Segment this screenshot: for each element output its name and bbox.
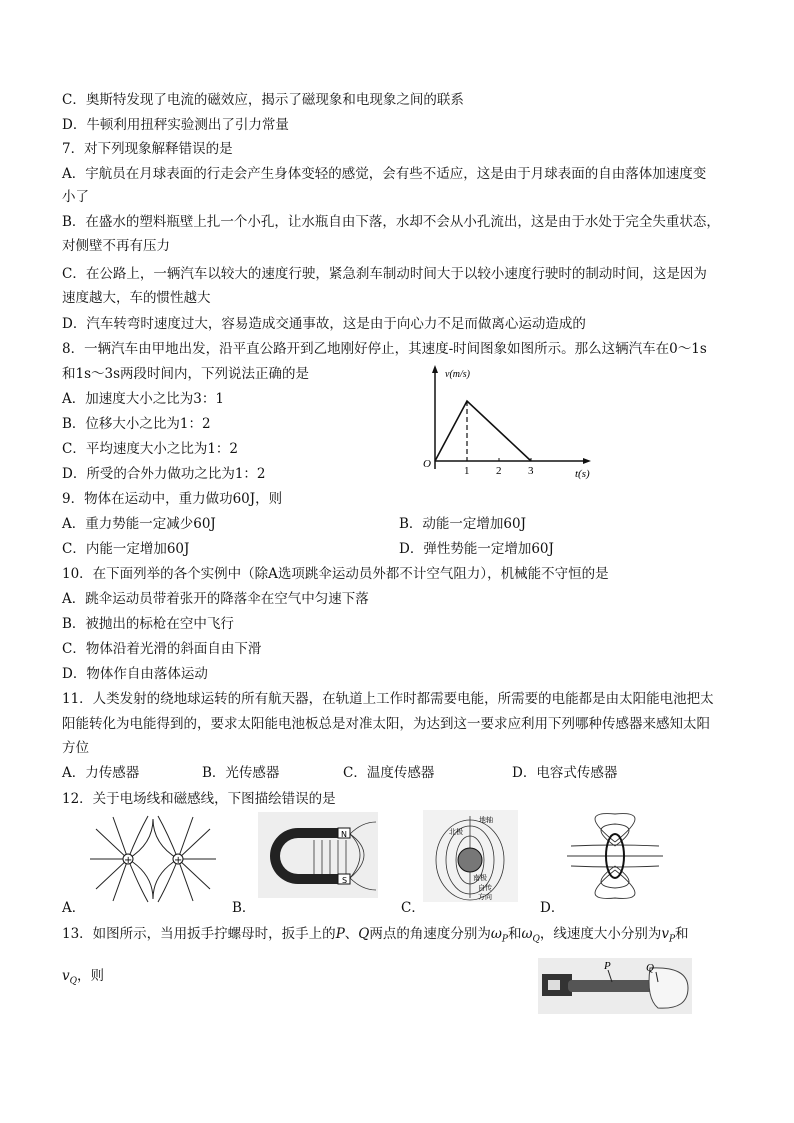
q13-point-p: P bbox=[335, 926, 345, 942]
earth-axis-label: 地轴 bbox=[479, 816, 493, 824]
q13-omega-p-sub: P bbox=[501, 934, 508, 945]
q13-and-2: 和 bbox=[675, 926, 689, 942]
q11-stem-line1: 11．人类发射的绕地球运转的所有航天器，在轨道上工作时都需要电能，所需要的电能都是由太阳能电池把太 bbox=[62, 691, 714, 707]
svg-text:+: + bbox=[174, 855, 183, 866]
q8-stem-line1: 8．一辆汽车由甲地出发，沿平直公路开到乙地刚好停止，其速度-时间图象如图所示。那么这辆汽车在0～1s bbox=[62, 341, 707, 357]
q13-omega-q-sub: Q bbox=[532, 934, 540, 945]
q13-separator: 、 bbox=[344, 926, 359, 942]
q8-option-c: C．平均速度大小之比为1：2 bbox=[62, 441, 239, 457]
vt-tick-label-2: 2 bbox=[496, 465, 502, 477]
earth-rotation-label-2: 方向 bbox=[478, 893, 492, 901]
fig-c-earth-magnetic-field bbox=[423, 810, 518, 902]
q13-stem-end: ，则 bbox=[77, 968, 105, 984]
vt-tick-label-3: 3 bbox=[528, 465, 534, 477]
q11-stem-line2: 阳能转化为电能得到的，要求太阳能电池板总是对准太阳，为达到这一要求应利用下列哪种传感器来感知太阳 bbox=[62, 716, 710, 732]
q10-option-b: B．被抛出的标枪在空中飞行 bbox=[62, 616, 234, 632]
vt-graph bbox=[415, 363, 595, 481]
q11-option-b: B．光传感器 bbox=[202, 765, 280, 781]
q10-option-c: C．物体沿着光滑的斜面自由下滑 bbox=[62, 641, 262, 657]
q9-option-d: D．弹性势能一定增加60J bbox=[399, 541, 554, 557]
q11-option-a: A．力传感器 bbox=[62, 765, 140, 781]
q7-option-c-line2: 速度越大，车的惯性越大 bbox=[62, 290, 211, 306]
q10-stem: 10．在下面列举的各个实例中（除A选项跳伞运动员外都不计空气阻力），机械能不守恒的是 bbox=[62, 566, 609, 582]
q7-option-b-line2: 对侧壁不再有压力 bbox=[62, 238, 170, 254]
q7-stem: 7．对下列现象解释错误的是 bbox=[62, 141, 233, 157]
q13-point-q: Q bbox=[358, 926, 370, 942]
q8-option-b: B．位移大小之比为1：2 bbox=[62, 416, 211, 432]
q6-option-c: C．奥斯特发现了电流的磁效应，揭示了磁现象和电现象之间的联系 bbox=[62, 92, 464, 108]
q9-option-b: B．动能一定增加60J bbox=[399, 516, 527, 532]
earth-north-label: 北极 bbox=[449, 828, 463, 836]
wrench-label-p: P bbox=[604, 960, 611, 972]
q8-option-a: A．加速度大小之比为3：1 bbox=[62, 391, 224, 407]
svg-text:+: + bbox=[124, 855, 133, 866]
q13-v-p: v bbox=[661, 926, 669, 942]
fig-d-current-loop-field bbox=[565, 812, 665, 900]
earth-rotation-label-1: 自传 bbox=[478, 884, 492, 892]
fig-c-label: C． bbox=[401, 900, 425, 916]
earth-south-label: 南极 bbox=[473, 874, 487, 882]
q9-option-a: A．重力势能一定减少60J bbox=[62, 516, 216, 532]
fig-a-label: A． bbox=[62, 900, 86, 916]
q13-v-q: v bbox=[62, 968, 70, 984]
q13-stem-mid: 两点的角速度分别为 bbox=[369, 926, 491, 942]
q8-stem-line2: 和1s～3s两段时间内，下列说法正确的是 bbox=[62, 366, 310, 382]
q7-option-a-line1: A．宇航员在月球表面的行走会产生身体变轻的感觉，会有些不适应，这是由于月球表面的自由落体加速度变 bbox=[62, 166, 707, 182]
q6-option-d: D．牛顿利用扭秤实验测出了引力常量 bbox=[62, 117, 289, 133]
q13-omega-p: ω bbox=[490, 926, 502, 942]
q13-stem-line1 bbox=[62, 924, 689, 950]
q11-option-c: C．温度传感器 bbox=[343, 765, 435, 781]
fig-b-label: B． bbox=[232, 900, 256, 916]
q7-option-b-line1: B．在盛水的塑料瓶壁上扎一个小孔，让水瓶自由下落，水却不会从小孔流出，这是由于水处于完全失重状态， bbox=[62, 214, 720, 230]
q13-and-1: 和 bbox=[507, 926, 522, 942]
q13-omega-q: ω bbox=[521, 926, 533, 942]
magnet-s-label: S bbox=[342, 876, 348, 885]
q13-v-q-sub: Q bbox=[69, 976, 78, 987]
q9-option-c: C．内能一定增加60J bbox=[62, 541, 190, 557]
q12-stem: 12．关于电场线和磁感线，下图描绘错误的是 bbox=[62, 791, 336, 807]
q7-option-a-line2: 小了 bbox=[62, 189, 89, 205]
fig-d-label: D． bbox=[540, 900, 565, 916]
q13-stem-line2 bbox=[62, 966, 104, 992]
vt-y-label: v(m/s) bbox=[445, 369, 470, 380]
q10-option-d: D．物体作自由落体运动 bbox=[62, 666, 208, 682]
q13-stem-mid2: ，线速度大小分别为 bbox=[539, 926, 662, 942]
vt-origin: O bbox=[423, 458, 431, 470]
q13-stem-pre: 13．如图所示，当用扳手拧螺母时，扳手上的 bbox=[62, 926, 336, 942]
q9-stem: 9．物体在运动中，重力做功60J，则 bbox=[62, 491, 283, 507]
q7-option-d: D．汽车转弯时速度过大，容易造成交通事故，这是由于向心力不足而做离心运动造成的 bbox=[62, 316, 586, 332]
wrench-label-q: Q bbox=[646, 962, 654, 974]
q7-option-c-line1: C．在公路上，一辆汽车以较大的速度行驶，紧急刹车制动时间大于以较小速度行驶时的制动时间，这是因为 bbox=[62, 266, 707, 282]
magnet-n-label: N bbox=[341, 830, 347, 839]
q11-stem-line3: 方位 bbox=[62, 740, 89, 756]
q8-option-d: D．所受的合外力做功之比为1：2 bbox=[62, 466, 266, 482]
fig-b-horseshoe-magnet bbox=[258, 812, 378, 898]
wrench-figure bbox=[538, 958, 692, 1014]
fig-a-electric-field bbox=[88, 814, 218, 904]
q13-v-p-sub: P bbox=[668, 934, 676, 945]
q11-option-d: D．电容式传感器 bbox=[512, 765, 618, 781]
vt-x-label: t(s) bbox=[575, 468, 590, 480]
vt-tick-label-1: 1 bbox=[464, 465, 470, 477]
q10-option-a: A．跳伞运动员带着张开的降落伞在空气中匀速下落 bbox=[62, 591, 369, 607]
